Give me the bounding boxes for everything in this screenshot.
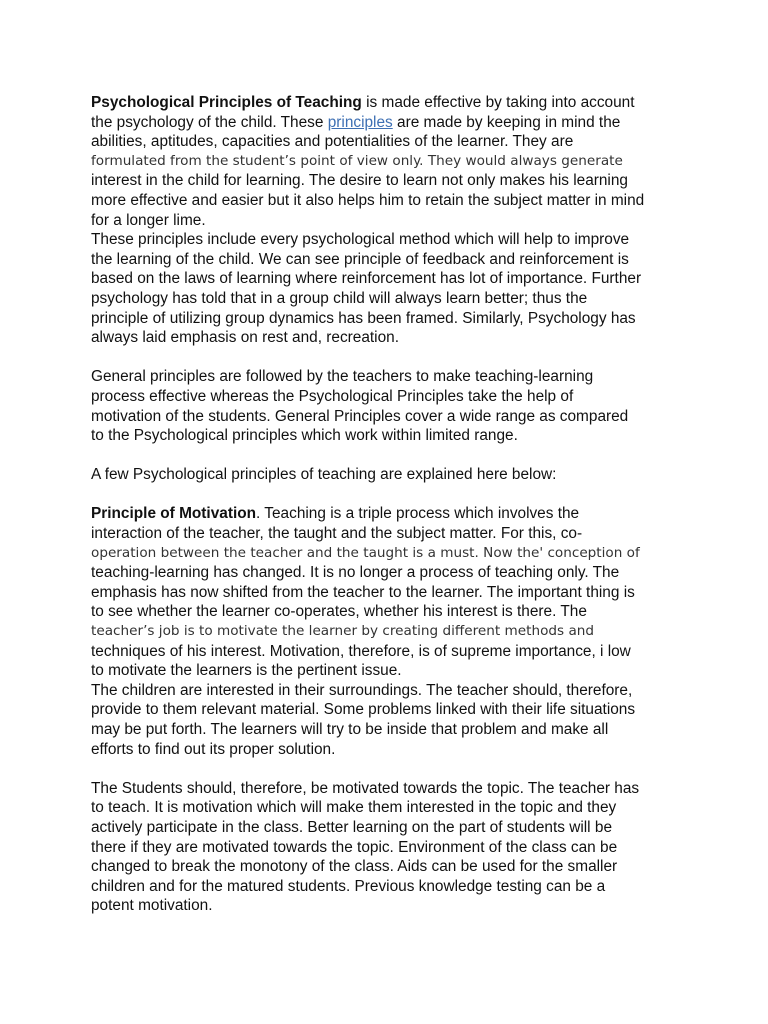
text-line: efforts to find out its proper solution.: [91, 740, 336, 758]
text-line: more effective and easier but it also helps him to retain the subject matter in mind: [91, 191, 645, 209]
text-line: emphasis has now shifted from the teacher to the learner. The important thing is: [91, 583, 635, 601]
text-line: always laid emphasis on rest and, recreation.: [91, 329, 399, 347]
text-span: are made by keeping in mind the: [392, 113, 621, 131]
text-span: . Teaching is a triple process which involves the: [256, 505, 580, 523]
text-line: changed to break the monotony of the class. Aids can be used for the smaller: [91, 858, 618, 876]
text-line: psychology has told that in a group child will always learn better; thus the: [91, 289, 588, 307]
text-line: for a longer lime.: [91, 211, 206, 229]
text-line: there if they are motivated towards the topic. Environment of the class can be: [91, 838, 618, 856]
text-line: These principles include every psychological method which will help to improve: [91, 231, 630, 249]
text-line: [91, 93, 691, 113]
paragraph-general: [91, 367, 691, 445]
paragraph-spacer: [91, 485, 691, 505]
paragraph-intro: [91, 93, 691, 230]
text-line: actively participate in the class. Better learning on the part of students will be: [91, 818, 612, 836]
text-span: the psychology of the child. These: [91, 113, 328, 131]
text-line: to the Psychological principles which work within limited range.: [91, 427, 518, 445]
text-line: teacher’s job is to motivate the learner by creating different methods and: [91, 623, 595, 640]
text-line: to teach. It is motivation which will make them interested in the topic and they: [91, 799, 617, 817]
text-line: techniques of his interest. Motivation, therefore, is of supreme importance, i low: [91, 642, 631, 660]
text-line: [91, 113, 691, 133]
text-line: operation between the teacher and the taught is a must. Now the' conception of: [91, 544, 640, 561]
principles-link[interactable]: principles: [327, 113, 393, 131]
text-line: teaching-learning has changed. It is no longer a process of teaching only. The: [91, 564, 620, 582]
text-line: children and for the matured students. Previous knowledge testing can be a: [91, 877, 606, 895]
bold-heading: Principle of Motivation: [91, 505, 257, 523]
text-line: [91, 504, 691, 524]
document-page: [91, 93, 691, 916]
paragraph-spacer: [91, 348, 691, 368]
text-line: interest in the child for learning. The desire to learn not only makes his learning: [91, 172, 628, 190]
text-line: to see whether the learner co-operates, whether his interest is there. The: [91, 603, 587, 621]
text-line: The children are interested in their surroundings. The teacher should, therefore,: [91, 681, 633, 699]
paragraph-spacer: [91, 446, 691, 466]
text-line: General principles are followed by the teachers to make teaching-learning: [91, 368, 594, 386]
text-line: motivation of the students. General Principles cover a wide range as compared: [91, 407, 629, 425]
text-line: may be put forth. The learners will try to be inside that problem and make all: [91, 721, 609, 738]
paragraph-students: [91, 779, 691, 916]
text-line: potent motivation.: [91, 897, 213, 915]
paragraph-surroundings: [91, 681, 691, 759]
text-line: based on the laws of learning where reinforcement has lot of importance. Further: [91, 270, 642, 288]
text-line: The Students should, therefore, be motivated towards the topic. The teacher has: [91, 779, 640, 797]
bold-heading: Psychological Principles of Teaching: [91, 94, 362, 111]
paragraph-few-principles: [91, 465, 691, 485]
paragraph-principles: [91, 230, 691, 348]
text-line: to motivate the learners is the pertinent issue.: [91, 662, 402, 680]
text-line: process effective whereas the Psychological Principles take the help of: [91, 387, 574, 405]
text-line: provide to them relevant material. Some problems linked with their life situations: [91, 701, 636, 719]
text-line: interaction of the teacher, the taught and the subject matter. For this, co-: [91, 525, 583, 543]
paragraph-motivation: [91, 504, 691, 680]
text-line: principle of utilizing group dynamics has been framed. Similarly, Psychology has: [91, 309, 636, 327]
text-line: the learning of the child. We can see principle of feedback and reinforcement is: [91, 250, 629, 268]
paragraph-spacer: [91, 759, 691, 779]
text-span: is made effective by taking into account: [361, 94, 635, 111]
text-line: abilities, aptitudes, capacities and potentialities of the learner. They are: [91, 133, 574, 151]
text-line: A few Psychological principles of teaching are explained here below:: [91, 466, 557, 484]
text-line: formulated from the student’s point of view only. They would always generate: [91, 152, 623, 169]
